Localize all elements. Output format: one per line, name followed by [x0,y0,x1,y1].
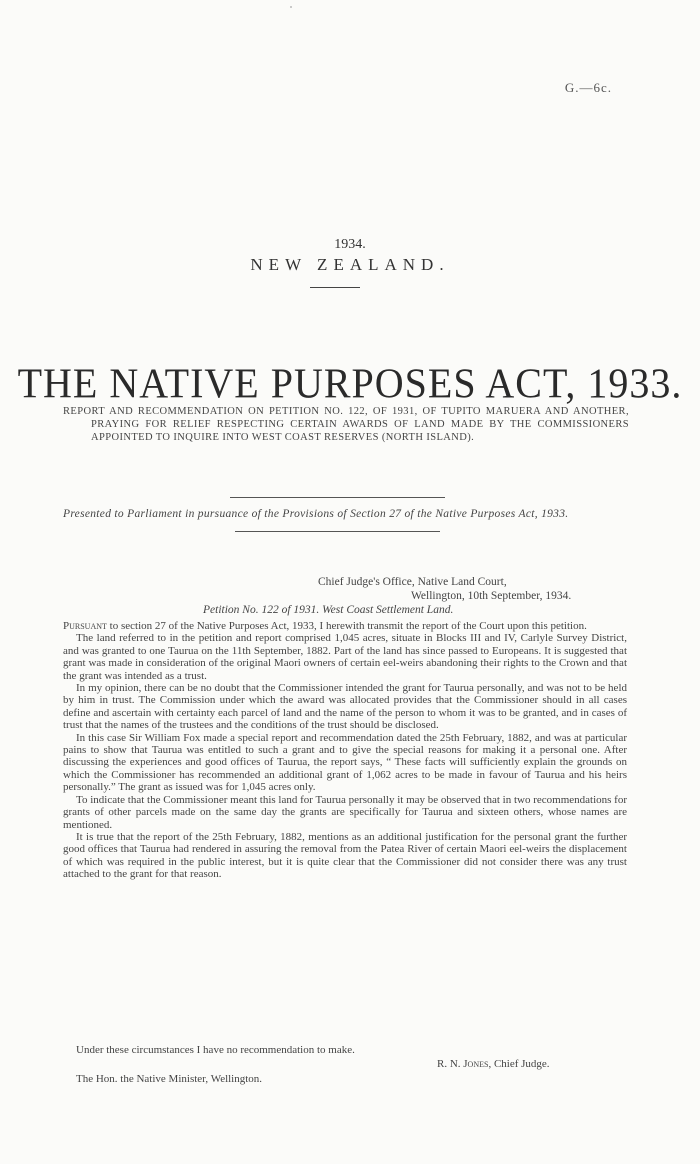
signature-name: R. N. Jones [437,1058,489,1070]
office-line-2: Wellington, 10th September, 1934. [411,590,572,602]
report-heading [63,405,629,444]
paragraph-2: The land referred to in the petition and report comprised 1,045 acres, situate in Blocks III and IV, Carlyle Survey District, and was granted to one Taurua on the 11th September, 1882. Part of the land has since passed to Europeans. It is suggested that grant was made in consideration of the original Maori owners of certain eel-weirs abandoning their rights to the Crown and that the grant was intended as a trust. [63,632,627,682]
paragraph-1 [63,620,627,632]
scan-speck [290,6,292,8]
office-address [318,575,571,603]
paragraph-6: It is true that the report of the 25th February, 1882, mentions as an additional justification for the personal grant the further good offices that Taurua had rendered in assuring the removal from the Patea River of certain Maori eel-weirs the displacement of which was required in the public interest, but it is quite clear that the Commissioner did not consider there was any trust attached to the grant for that reason. [63,830,627,881]
act-title: THE NATIVE PURPOSES ACT, 1933. [17,359,683,408]
publication-year: 1934. [334,237,366,252]
opening-word: Pursuant [63,620,107,632]
paragraph-5: To indicate that the Commissioner meant this land for Taurua personally it may be observed that in two recommendations for grants of other parcels made on the same day the grants are specifically for Taurua and sixteen others, whose names are mentioned. [63,793,627,831]
divider-rule [310,287,360,288]
petition-reference: Petition No. 122 of 1931. West Coast Settlement Land. [203,604,454,616]
presented-line: Presented to Parliament in pursuance of the Provisions of Section 27 of the Native Purposes Act, 1933. [63,508,569,520]
signature-title: , Chief Judge. [488,1058,550,1070]
document-reference: G.—6c. [564,80,612,95]
letter-body [63,620,627,881]
report-heading-text: REPORT AND RECOMMENDATION ON PETITION NO. 122, OF 1931, OF TUPITO MARUERA AND ANOTHER, PRAYING FOR RELIEF RESPECTING CERTAIN AWARDS OF LAND MADE BY THE COMMISSIONERS APPOINTED TO INQUIRE INTO WEST COAST RESERVES (NORTH ISLAND). [63,406,629,443]
office-line-1: Chief Judge's Office, Native Land Court, [318,576,507,588]
addressee-line: The Hon. the Native Minister, Wellington. [76,1073,263,1085]
paragraph-4: In this case Sir William Fox made a special report and recommendation dated the 25th February, 1882, and was at particular pains to show that Taurua was entitled to such a grant and to give the special reasons for making it a personal one. After discussing the experiences and good offices of Taurua, the report says, “ These facts will sufficiently explain the grounds on which the Commissioner has recommended an additional grant of 1,062 acres to be made in favour of Taurua and his heirs personally.” The grant as issued was for 1,045 acres only. [63,731,627,794]
paragraph-3: In my opinion, there can be no doubt that the Commissioner intended the grant for Taurua personally, and was not to be held by him in trust. The Commission under which the award was allocated provides that the Commissioner should in all cases define and ascertain with certainty each parcel of land and the name of the person to whom it was to be granted, and in cases of trust that the names of the trustees and the conditions of the trust should be disclosed. [63,682,627,732]
signature [437,1058,550,1070]
closing-line: Under these circumstances I have no recommendation to make. [76,1044,355,1056]
divider-rule-bottom [235,531,440,532]
paragraph-1-text: to section 27 of the Native Purposes Act, 1933, I herewith transmit the report of the Court upon this petition. [106,620,587,632]
country-heading: NEW ZEALAND. [250,255,450,274]
divider-rule-top [230,497,445,498]
